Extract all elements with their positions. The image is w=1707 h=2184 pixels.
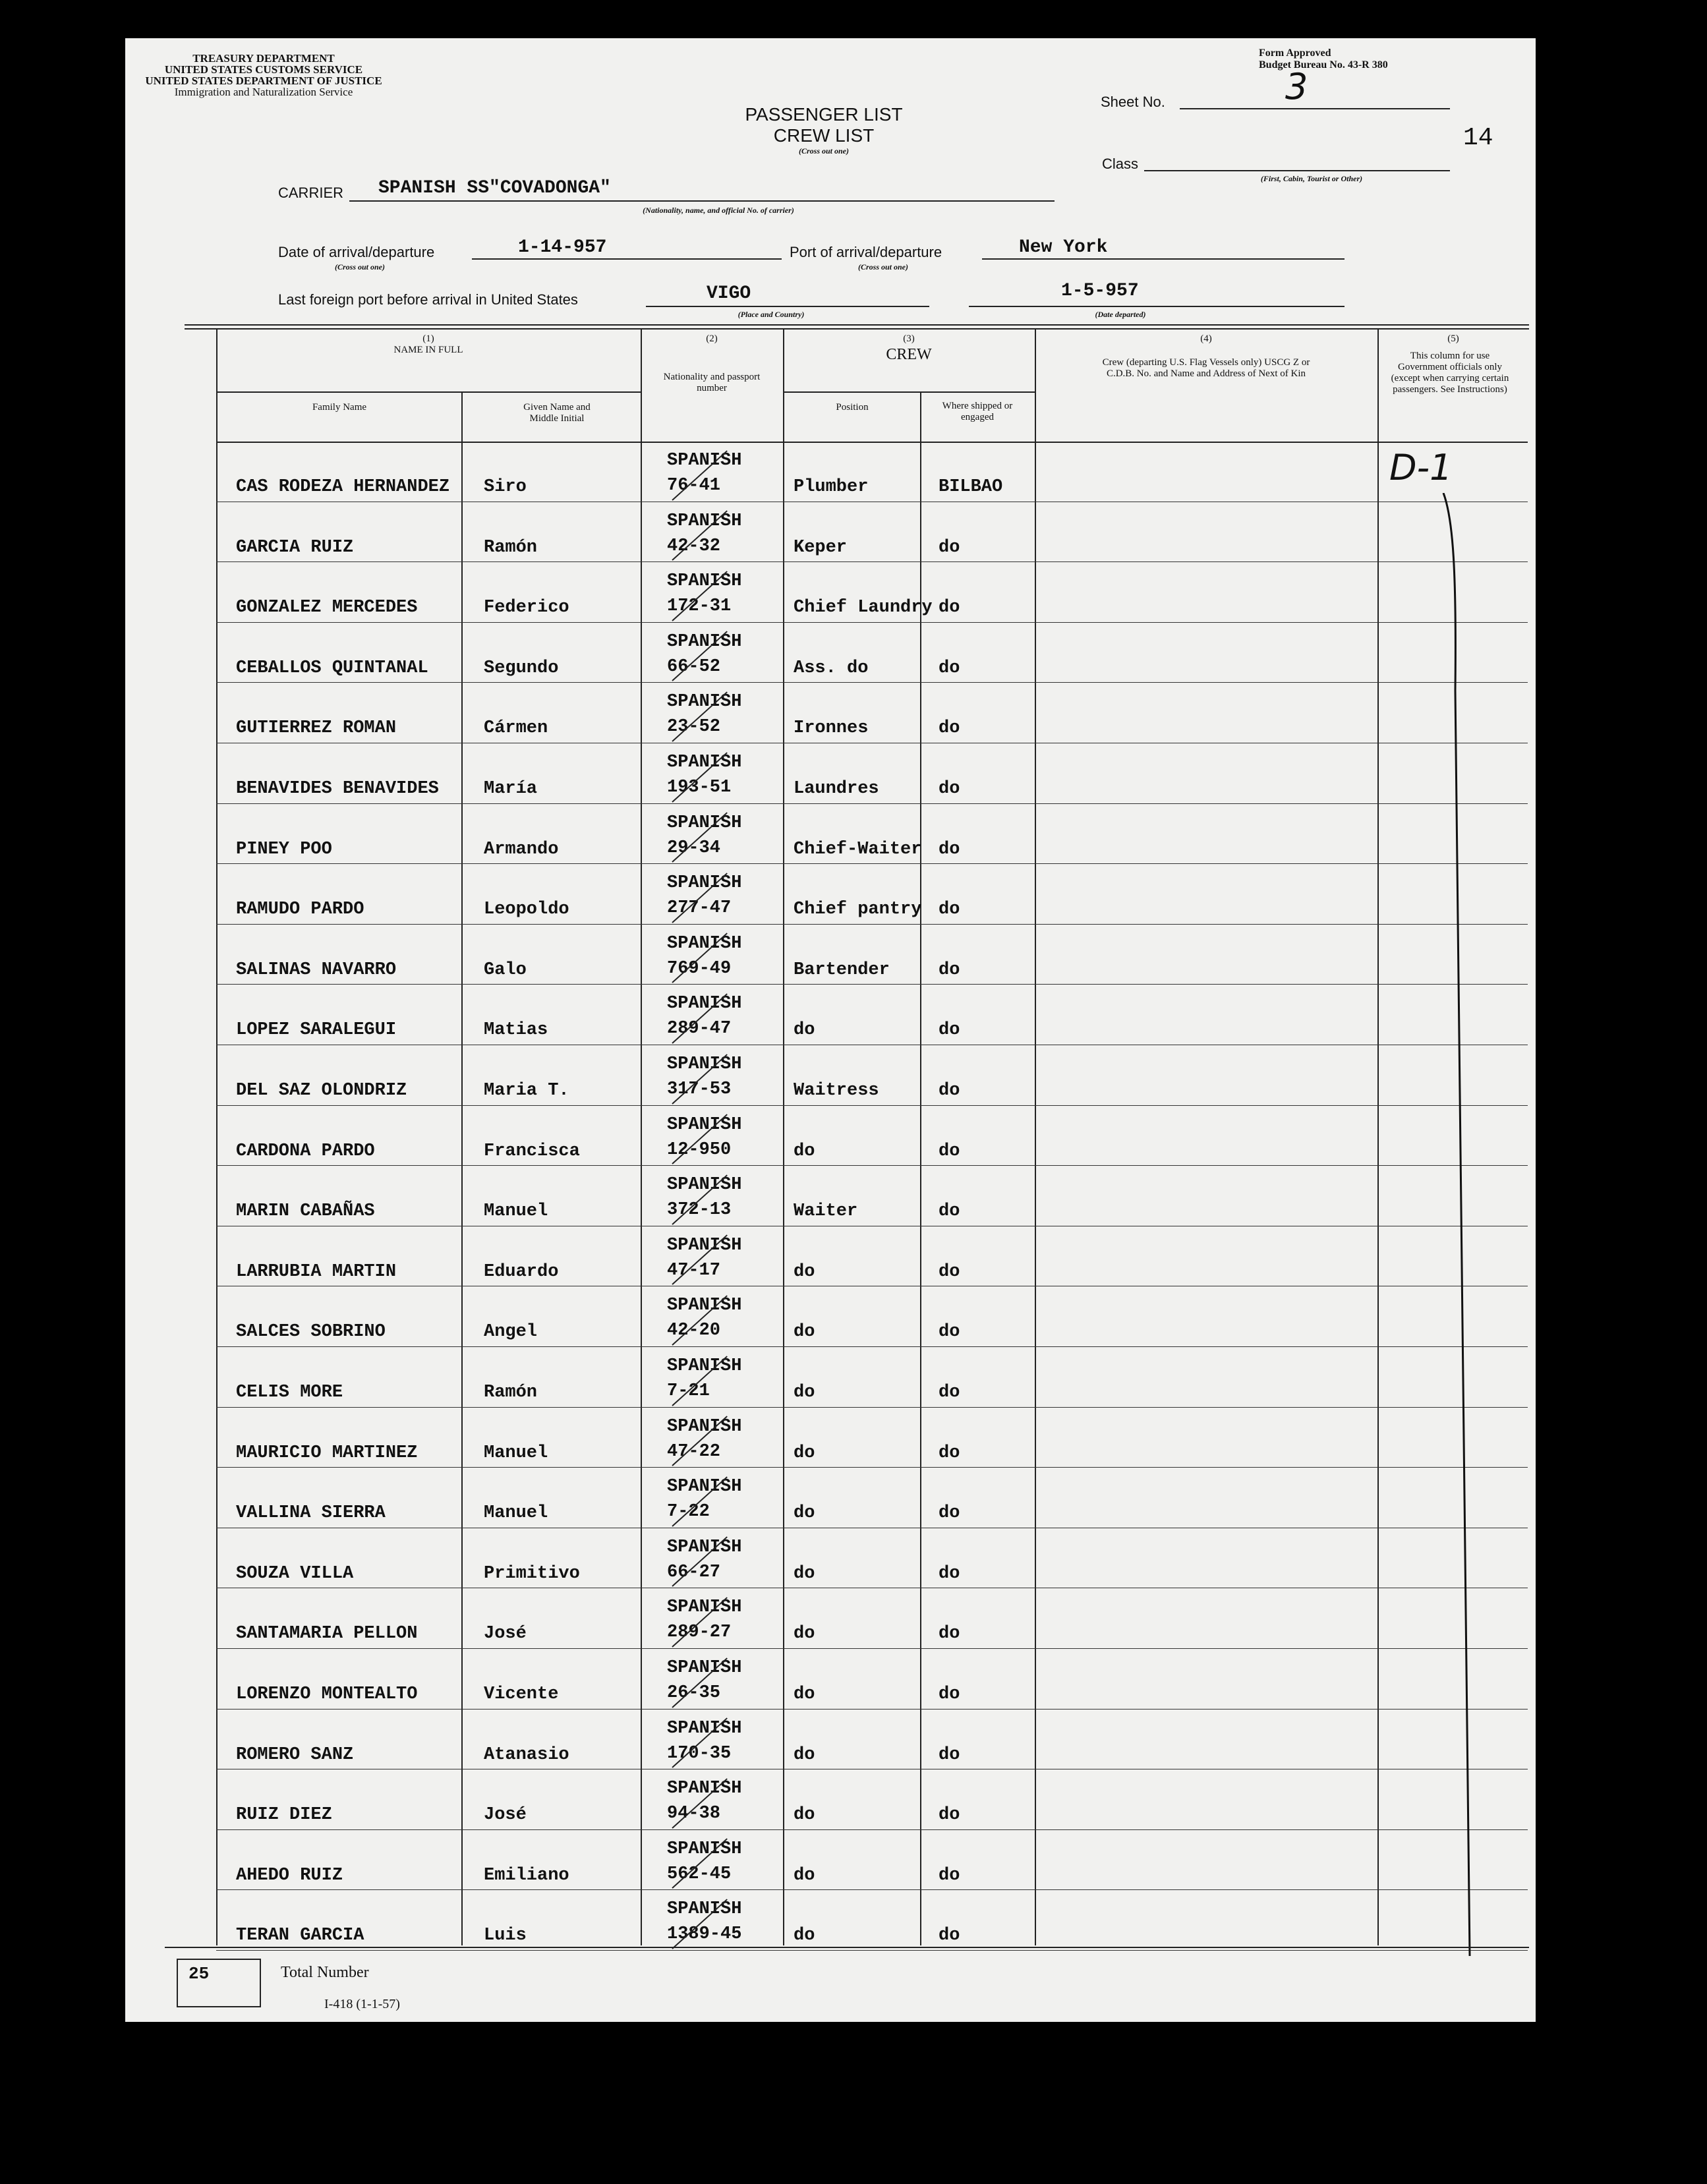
nationality: SPANISH bbox=[667, 753, 742, 772]
position: do bbox=[794, 1865, 815, 1885]
where-shipped: do bbox=[939, 1926, 960, 1946]
given-name: Francisca bbox=[484, 1141, 580, 1161]
position: do bbox=[794, 1020, 815, 1041]
where-shipped: do bbox=[939, 900, 960, 920]
family-name: MARIN CABAÑAS bbox=[236, 1201, 375, 1222]
family-name: AHEDO RUIZ bbox=[236, 1865, 343, 1885]
passport-number: 66-27 bbox=[667, 1562, 721, 1582]
position: Waiter bbox=[794, 1201, 858, 1222]
table-row bbox=[125, 683, 1536, 743]
where-shipped: do bbox=[939, 1744, 960, 1765]
table-row bbox=[125, 1890, 1536, 1951]
passport-number: 562-45 bbox=[667, 1864, 732, 1884]
arrival-port-cross-note: (Cross out one) bbox=[857, 262, 908, 272]
given-name: Maria T. bbox=[484, 1081, 569, 1101]
position: Bartender bbox=[794, 960, 890, 980]
given-name: José bbox=[484, 1624, 527, 1644]
given-name: Ramón bbox=[484, 1383, 538, 1402]
passport-number: 277-47 bbox=[667, 898, 732, 919]
position: do bbox=[794, 1563, 815, 1584]
passport-number: 42-20 bbox=[667, 1321, 721, 1341]
where-shipped: do bbox=[939, 1624, 960, 1644]
where-shipped: do bbox=[939, 1141, 960, 1161]
family-name: RUIZ DIEZ bbox=[236, 1805, 332, 1825]
last-port-value: VIGO bbox=[707, 283, 751, 304]
where-shipped: do bbox=[939, 1383, 960, 1402]
col5-number: (5) bbox=[1447, 333, 1459, 344]
given-name: Cármen bbox=[484, 718, 548, 739]
nationality: SPANISH bbox=[667, 631, 742, 652]
passport-number: 193-51 bbox=[667, 778, 732, 797]
passport-number: 47-17 bbox=[667, 1260, 721, 1280]
total-number-label: Total Number bbox=[281, 1964, 369, 1981]
nationality: SPANISH bbox=[667, 1416, 742, 1437]
approval-line-1: Form Approved bbox=[1259, 47, 1331, 59]
given-name: José bbox=[484, 1805, 527, 1825]
table-row bbox=[125, 1830, 1536, 1891]
title-cross-note: (Cross out one) bbox=[798, 146, 849, 156]
where-shipped: do bbox=[939, 1805, 960, 1825]
position: do bbox=[794, 1624, 815, 1644]
given-name: Primitivo bbox=[484, 1563, 580, 1584]
total-number-box bbox=[177, 1959, 261, 2007]
col-family-name: Family Name bbox=[312, 402, 367, 413]
col3-crew: CREW bbox=[886, 346, 932, 363]
position: do bbox=[794, 1322, 815, 1342]
arrival-date-cross-note: (Cross out one) bbox=[334, 262, 385, 272]
sheet-no-value: 3 bbox=[1285, 66, 1308, 107]
table-row bbox=[125, 1769, 1536, 1830]
where-shipped: do bbox=[939, 1443, 960, 1463]
carrier-label: CARRIER bbox=[278, 185, 344, 201]
table-row bbox=[125, 1347, 1536, 1408]
given-name: Luis bbox=[484, 1926, 527, 1946]
position: do bbox=[794, 1926, 815, 1946]
given-name: María bbox=[484, 779, 538, 799]
table-row bbox=[125, 864, 1536, 925]
form-number: I-418 (1-1-57) bbox=[324, 1997, 400, 2011]
position: Ironnes bbox=[794, 718, 869, 739]
col1-number: (1) bbox=[422, 333, 434, 344]
table-row bbox=[125, 743, 1536, 804]
passport-number: 94-38 bbox=[667, 1804, 721, 1824]
table-row bbox=[125, 1045, 1536, 1106]
nationality: SPANISH bbox=[667, 1356, 742, 1376]
passport-number: 47-22 bbox=[667, 1441, 721, 1462]
family-name: GARCIA RUIZ bbox=[236, 537, 354, 558]
given-name: Manuel bbox=[484, 1443, 548, 1463]
position: Chief pantry bbox=[794, 900, 922, 920]
col-where-shipped: Where shipped or engaged bbox=[942, 401, 1013, 422]
position: Plumber bbox=[794, 477, 869, 497]
agency-line-1: TREASURY DEPARTMENT bbox=[192, 52, 335, 65]
arrival-port-value: New York bbox=[1019, 237, 1108, 258]
col-nationality: Nationality and passport number bbox=[663, 372, 761, 393]
last-port-label: Last foreign port before arrival in United States bbox=[278, 291, 578, 308]
where-shipped: do bbox=[939, 960, 960, 980]
official-mark: D-1 bbox=[1389, 447, 1453, 488]
arrival-date-value: 1-14-957 bbox=[518, 237, 607, 258]
position: Chief-Waiter bbox=[794, 839, 922, 859]
given-name: Segundo bbox=[484, 658, 559, 678]
passport-number: 26-35 bbox=[667, 1683, 721, 1703]
where-shipped: do bbox=[939, 1563, 960, 1584]
approval-line-2: Budget Bureau No. 43-R 380 bbox=[1259, 59, 1388, 71]
table-row bbox=[125, 1106, 1536, 1166]
position: Laundres bbox=[794, 779, 879, 799]
position: Waitress bbox=[794, 1081, 879, 1101]
family-name: SALINAS NAVARRO bbox=[236, 960, 397, 980]
agency-line-3: UNITED STATES DEPARTMENT OF JUSTICE bbox=[145, 74, 382, 87]
family-name: DEL SAZ OLONDRIZ bbox=[236, 1081, 407, 1101]
class-caption: (First, Cabin, Tourist or Other) bbox=[1260, 174, 1363, 183]
nationality: SPANISH bbox=[667, 571, 742, 592]
where-shipped: do bbox=[939, 839, 960, 859]
col3-number: (3) bbox=[903, 333, 915, 344]
given-name: Manuel bbox=[484, 1201, 548, 1222]
nationality: SPANISH bbox=[667, 1296, 742, 1316]
family-name: LORENZO MONTEALTO bbox=[236, 1684, 418, 1704]
passport-number: 769-49 bbox=[667, 958, 732, 979]
last-port-date-value: 1-5-957 bbox=[1061, 281, 1139, 301]
nationality: SPANISH bbox=[667, 1779, 742, 1799]
passport-number: 1389-45 bbox=[667, 1924, 742, 1945]
passport-number: 76-41 bbox=[667, 476, 721, 496]
family-name: GONZALEZ MERCEDES bbox=[236, 598, 418, 618]
position: do bbox=[794, 1684, 815, 1704]
where-shipped: do bbox=[939, 1261, 960, 1282]
passport-number: 29-34 bbox=[667, 838, 721, 858]
given-name: Federico bbox=[484, 598, 569, 618]
table-row bbox=[125, 925, 1536, 985]
nationality: SPANISH bbox=[667, 994, 742, 1014]
nationality: SPANISH bbox=[667, 451, 742, 471]
position: Keper bbox=[794, 537, 848, 558]
col4-number: (4) bbox=[1200, 333, 1212, 344]
table-row bbox=[125, 985, 1536, 1045]
where-shipped: do bbox=[939, 1684, 960, 1704]
row-rule bbox=[216, 1950, 1528, 1951]
family-name: ROMERO SANZ bbox=[236, 1744, 354, 1765]
nationality: SPANISH bbox=[667, 1537, 742, 1557]
where-shipped: do bbox=[939, 598, 960, 618]
nationality: SPANISH bbox=[667, 692, 742, 712]
family-name: CELIS MORE bbox=[236, 1383, 343, 1402]
total-number-value: 25 bbox=[188, 1964, 210, 1984]
agency-line-4: Immigration and Naturalization Service bbox=[174, 86, 353, 98]
nationality: SPANISH bbox=[667, 1899, 742, 1920]
passport-number: 289-47 bbox=[667, 1019, 732, 1039]
given-name: Siro bbox=[484, 477, 527, 497]
carrier-caption: (Nationality, name, and official No. of carrier) bbox=[643, 206, 794, 215]
col1-title: NAME IN FULL bbox=[393, 345, 463, 355]
family-name: RAMUDO PARDO bbox=[236, 900, 364, 920]
col4-text: Crew (departing U.S. Flag Vessels only) USCG Z or C.D.B. No. and Name and Address of Next of Kin bbox=[1102, 357, 1310, 379]
table-row bbox=[125, 804, 1536, 865]
family-name: LOPEZ SARALEGUI bbox=[236, 1020, 397, 1041]
passport-number: 66-52 bbox=[667, 656, 721, 677]
passport-number: 172-31 bbox=[667, 596, 732, 617]
family-name: PINEY POO bbox=[236, 839, 332, 859]
where-shipped: do bbox=[939, 1503, 960, 1524]
nationality: SPANISH bbox=[667, 813, 742, 833]
passport-number: 12-950 bbox=[667, 1139, 732, 1160]
given-name: Eduardo bbox=[484, 1261, 559, 1282]
given-name: Galo bbox=[484, 960, 527, 980]
passport-number: 7-22 bbox=[667, 1502, 710, 1522]
passport-number: 7-21 bbox=[667, 1381, 710, 1401]
nationality: SPANISH bbox=[667, 1054, 742, 1074]
given-name: Emiliano bbox=[484, 1865, 569, 1885]
passport-number: 317-53 bbox=[667, 1079, 732, 1099]
document-sheet bbox=[125, 38, 1536, 2022]
table-row bbox=[125, 1588, 1536, 1649]
table-row bbox=[125, 1408, 1536, 1468]
col5-text: This column for use Government officials only (except when carrying certain passengers. See Instructions) bbox=[1391, 351, 1509, 395]
family-name: MAURICIO MARTINEZ bbox=[236, 1443, 418, 1463]
nationality: SPANISH bbox=[667, 1658, 742, 1678]
table-row bbox=[125, 623, 1536, 683]
given-name: Matias bbox=[484, 1020, 548, 1041]
last-port-caption: (Place and Country) bbox=[738, 310, 805, 319]
family-name: VALLINA SIERRA bbox=[236, 1503, 386, 1524]
family-name: CAS RODEZA HERNANDEZ bbox=[236, 477, 450, 497]
where-shipped: do bbox=[939, 658, 960, 678]
table-row bbox=[125, 1710, 1536, 1770]
passport-number: 289-27 bbox=[667, 1623, 732, 1643]
passport-number: 170-35 bbox=[667, 1743, 732, 1764]
position: do bbox=[794, 1141, 815, 1161]
given-name: Leopoldo bbox=[484, 900, 569, 920]
nationality: SPANISH bbox=[667, 1175, 742, 1195]
table-row bbox=[125, 1226, 1536, 1287]
nationality: SPANISH bbox=[667, 1477, 742, 1497]
nationality: SPANISH bbox=[667, 511, 742, 531]
where-shipped: do bbox=[939, 537, 960, 558]
position: do bbox=[794, 1443, 815, 1463]
table-row bbox=[125, 1528, 1536, 1589]
nationality: SPANISH bbox=[667, 1235, 742, 1255]
where-shipped: do bbox=[939, 779, 960, 799]
position: do bbox=[794, 1503, 815, 1524]
table-row bbox=[125, 502, 1536, 563]
where-shipped: do bbox=[939, 1020, 960, 1041]
title-crew-list: CREW LIST bbox=[773, 125, 875, 146]
given-name: Manuel bbox=[484, 1503, 548, 1524]
arrival-date-label: Date of arrival/departure bbox=[278, 244, 435, 260]
given-name: Ramón bbox=[484, 537, 538, 558]
family-name: LARRUBIA MARTIN bbox=[236, 1261, 397, 1282]
col-given-name: Given Name and Middle Initial bbox=[523, 402, 591, 424]
where-shipped: do bbox=[939, 1865, 960, 1885]
where-shipped: do bbox=[939, 1081, 960, 1101]
page-number: 14 bbox=[1463, 124, 1493, 152]
where-shipped: do bbox=[939, 1201, 960, 1222]
where-shipped: do bbox=[939, 1322, 960, 1342]
carrier-value: SPANISH SS"COVADONGA" bbox=[378, 178, 611, 198]
nationality: SPANISH bbox=[667, 1114, 742, 1135]
table-row bbox=[125, 442, 1536, 502]
given-name: Vicente bbox=[484, 1684, 559, 1704]
position: Ass. do bbox=[794, 658, 869, 678]
position: do bbox=[794, 1383, 815, 1402]
position: do bbox=[794, 1805, 815, 1825]
nationality: SPANISH bbox=[667, 1839, 742, 1859]
family-name: TERAN GARCIA bbox=[236, 1926, 364, 1946]
nationality: SPANISH bbox=[667, 873, 742, 894]
agency-line-2: UNITED STATES CUSTOMS SERVICE bbox=[164, 63, 363, 76]
class-label: Class bbox=[1102, 156, 1139, 172]
nationality: SPANISH bbox=[667, 933, 742, 954]
passport-number: 23-52 bbox=[667, 717, 721, 737]
position: do bbox=[794, 1261, 815, 1282]
family-name: BENAVIDES BENAVIDES bbox=[236, 779, 439, 799]
where-shipped: BILBAO bbox=[939, 477, 1003, 497]
family-name: SALCES SOBRINO bbox=[236, 1322, 386, 1342]
table-row bbox=[125, 1166, 1536, 1226]
family-name: CEBALLOS QUINTANAL bbox=[236, 658, 428, 678]
title-passenger-list: PASSENGER LIST bbox=[745, 104, 903, 125]
family-name: GUTIERREZ ROMAN bbox=[236, 718, 397, 739]
table-row bbox=[125, 1649, 1536, 1710]
nationality: SPANISH bbox=[667, 1597, 742, 1618]
last-port-date-caption: (Date departed) bbox=[1095, 310, 1146, 319]
crew-table-body bbox=[125, 38, 1536, 2022]
arrival-port-label: Port of arrival/departure bbox=[790, 244, 942, 260]
passport-number: 42-32 bbox=[667, 536, 721, 556]
sheet-no-label: Sheet No. bbox=[1101, 94, 1165, 110]
table-row bbox=[125, 1468, 1536, 1528]
nationality: SPANISH bbox=[667, 1718, 742, 1739]
passport-number: 372-13 bbox=[667, 1200, 732, 1221]
official-bracket-line bbox=[1437, 493, 1490, 1963]
col-position: Position bbox=[836, 402, 869, 413]
position: do bbox=[794, 1744, 815, 1765]
family-name: SOUZA VILLA bbox=[236, 1563, 354, 1584]
table-row bbox=[125, 1286, 1536, 1347]
where-shipped: do bbox=[939, 718, 960, 739]
table-row bbox=[125, 562, 1536, 623]
given-name: Armando bbox=[484, 839, 559, 859]
position: Chief Laundry bbox=[794, 598, 933, 618]
family-name: CARDONA PARDO bbox=[236, 1141, 375, 1161]
family-name: SANTAMARIA PELLON bbox=[236, 1624, 418, 1644]
given-name: Angel bbox=[484, 1322, 538, 1342]
col2-number: (2) bbox=[706, 333, 718, 344]
given-name: Atanasio bbox=[484, 1744, 569, 1765]
